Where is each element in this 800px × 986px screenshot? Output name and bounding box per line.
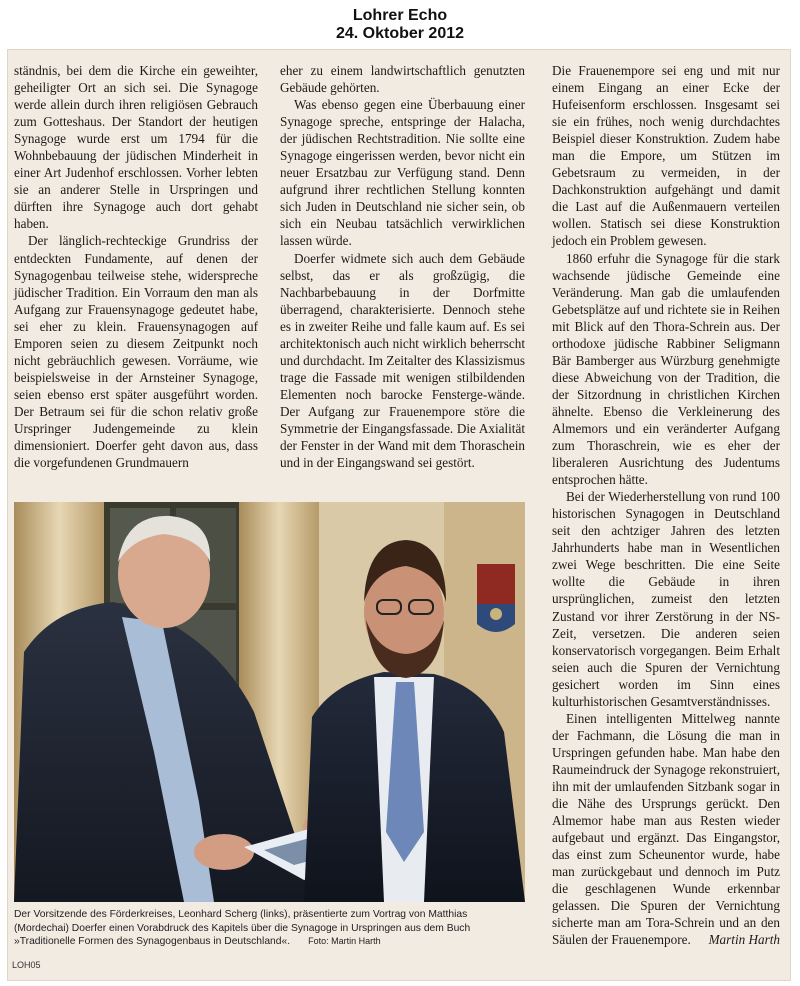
paragraph: eher zu einem landwirtschaftlich genutzten Gebäude gehörten. (280, 63, 525, 96)
paragraph: Der länglich-rechteckige Grundriss der entdeckten Fundamente, auf denen der Synagogenbau teilweise stehe, widerspreche jüdischer Tradition. Ein Vorraum den man als Aufgang zur Frauensynagoge gedeutet habe, sei eher zu klein. Frauensynagogen auf Emporen seien zu diesem Zeitpunkt noch nicht gebräuchlich gewesen. Vorräume, wie beispielsweise in der Arnsteiner Synagoge, seien ebenso erst später ausgeführt worden. Der Betraum sei für die schon relativ große Urspringer Judengemeinde zu klein dimensioniert. Doerfer geht davon aus, dass die vorgefundenen Grundmauern (14, 233, 258, 471)
newspaper-name: Lohrer Echo (352, 7, 448, 24)
article-column-3 (552, 62, 780, 948)
paragraph: Was ebenso gegen eine Überbauung einer Synagoge spreche, entspringe der Halacha, der jüdischen Rechtstradition. Nie sollte eine Synagoge eingerissen werden, bevor nicht ein neuer Ersatzbau zur Verfügung stand. Denn aufgrund ihrer rechtlichen Stellung konnten sich Juden in Deutschland nie sicher sein, ob sich ein Neubau tatsächlich verwirklichen lassen würde. (280, 97, 525, 249)
edition-code: LOH05 (12, 960, 41, 970)
news-photo (14, 502, 525, 902)
photo-credit: Foto: Martin Harth (308, 936, 381, 947)
caption-text: Der Vorsitzende des Förderkreises, Leonhard Scherg (links), präsentierte zum Vortrag von Matthias (Mordechai) Doerfer einen Vorabdruck des Kapitels über die Synagoge in Urspringen aus dem Buch »Traditionelle Formen des Synagogenbaus in Deutschland«. (14, 909, 471, 948)
publication-date: 24. Oktober 2012 (335, 25, 465, 42)
paragraph: ständnis, bei dem die Kirche ein geweihter, geheiligter Ort an sich sei. Die Synagoge werde allein durch ihren religiösen Gebrauch zum Gotteshaus. Der Standort der heutigen Synagoge wurde erst um 1794 für die Wohnbebauung der jüdischen Minderheit in einer Art Judenhof erschlossen. Vorher lebten sie an anderer Stelle in Urspringen und dürften ihre Synagoge auch dort gehabt haben. (14, 63, 258, 232)
newspaper-clipping (8, 50, 790, 980)
author-signature: Martin Harth (708, 932, 780, 948)
paragraph: Die Frauenempore sei eng und mit nur einem Eingang an einer Ecke der Hufeisenform erschlossen. Insgesamt sei sie ein frühes, noch wenig durchdachtes Beispiel dieser Konstruktion. Zudem habe man die Empore, um Stützen im Gebetsraum zu vermeiden, in der Dachkonstruktion aufgehängt und damit die Last auf die Außenmauern verteilen wollen. Statisch sei diese Konstruktion jedoch ein Problem gewesen. (552, 63, 780, 249)
article-column-1 (14, 62, 258, 471)
paragraph: 1860 erfuhr die Synagoge für die stark wachsende jüdische Gemeinde eine Veränderung. Man gab die umlaufenden Gebetsplätze auf und richtete sie in Reihen mit Blick auf den Thora-Schrein aus. Der orthodoxe jüdische Rabbiner Seligmann Bär Bamberger aus Würzburg genehmigte diese Abweichung von der Tradition, die der Sitzordnung in christlichen Kirchen ähnelte. Ebenso die Verkleinerung des Almemors und ein veränderter Aufgang zum Thoraschrein, wie es eher der liberaleren Ausrichtung des Judentums entsprochen hätte. (552, 250, 780, 488)
photo-illustration (14, 502, 525, 902)
paragraph: Bei der Wiederherstellung von rund 100 historischen Synagogen in Deutschland seit den achtziger Jahren des letzten Jahrhunderts habe man in Wesentlichen zwei Wege beschritten. Die eine Seite wollte die Gebäude in ihren ursprünglichen, zumeist den letzten Zustand vor ihrer Zerstörung in der NS-Zeit, versetzen. Die anderen seien konservatorisch vorgegangen. Beim Erhalt seien auch die Spuren der Vernichtung gesichert worden im Sinn eines kulturhistorischen Gesamtverständnisses. (552, 489, 780, 709)
coat-of-arms-icon (477, 564, 515, 632)
paragraph: Doerfer widmete sich auch dem Gebäude selbst, das er als großzügig, die Nachbarbebauung in der Dorfmitte überragend, charakterisierte. Dennoch stehe es in zweiter Reihe und falle kaum auf. Es sei architektonisch auch nicht wirklich beherrscht und durchdacht. Im Zeitalter des Klassizismus trage die Fassade mit wenigen stilbildenden Elementen noch barocke Fensterge-wände. Der Aufgang zur Frauenempore störe die Symmetrie der Eingangsfassade. Die Axialität der Fenster in der Wand mit dem Thoraschein und in der Eingangswand sei gestört. (280, 250, 525, 471)
masthead (0, 0, 800, 50)
photo-caption (14, 908, 525, 949)
paragraph: Einen intelligenten Mittelweg nannte der Fachmann, die Lösung die man in Urspringen gefunden habe. Man habe den Raumeindruck der Synagoge rekonstruiert, ihn mit der umlaufenden Sitzbank sogar in die Nähe des Ursprungs gerückt. Den Almemor habe man aus Resten wieder aufgebaut und ergänzt. Das Eingangstor, das einst zum Scheunentor wurde, habe man zurückgebaut und dennoch im Putz die geschlagenen Wunde erkennbar gelassen. Die Spuren der Vernichtung sicherte man am Tora-Schrein und an den Säulen der Frauenempore. (552, 710, 780, 948)
article-column-2 (280, 62, 525, 471)
